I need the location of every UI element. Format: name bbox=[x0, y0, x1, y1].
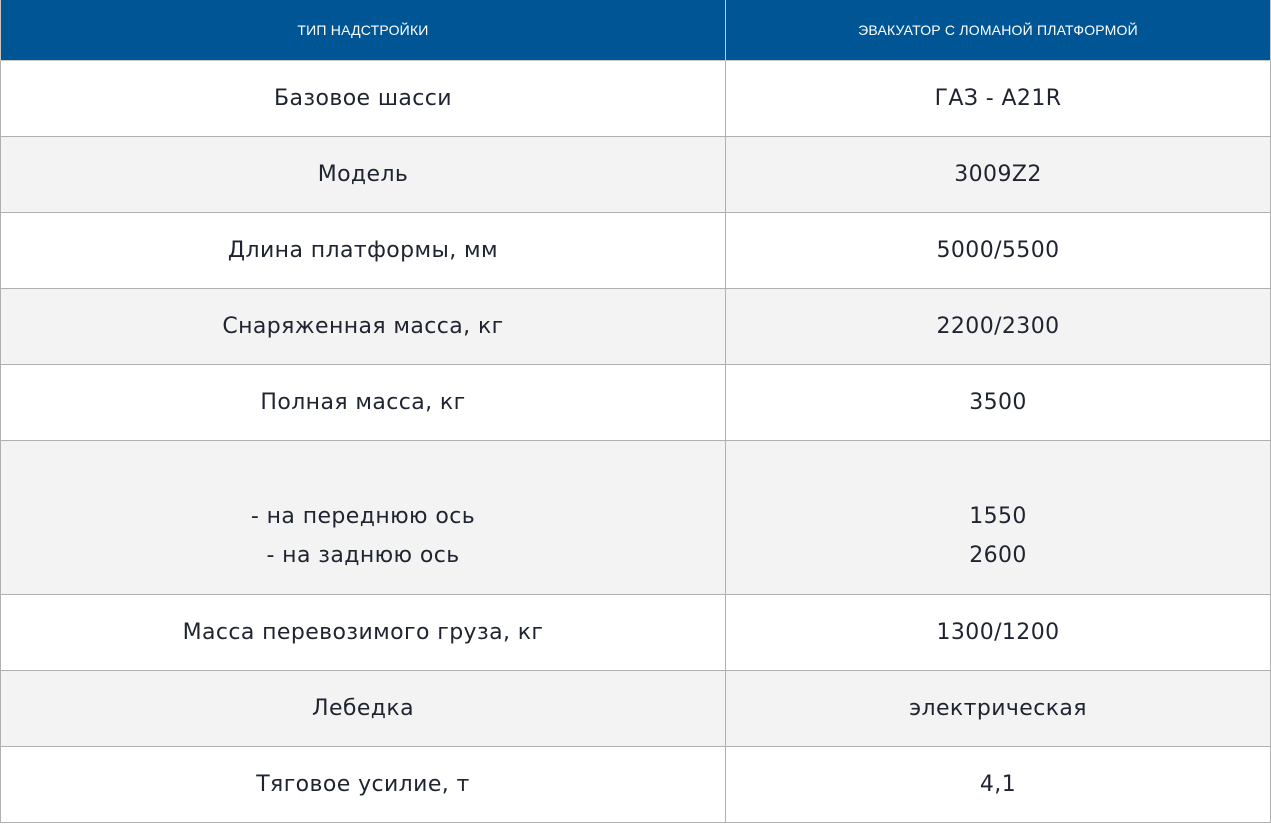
table-row bbox=[1, 212, 1271, 288]
row-label: Длина платформы, мм bbox=[1, 212, 726, 288]
table-row bbox=[1, 670, 1271, 746]
row-value: 5000/5500 bbox=[726, 212, 1271, 288]
header-superstructure-type: ТИП НАДСТРОЙКИ bbox=[1, 0, 726, 60]
row-value: ГАЗ - A21R bbox=[726, 60, 1271, 136]
table-body bbox=[1, 60, 1271, 822]
table-row bbox=[1, 288, 1271, 364]
axle-values-cell bbox=[726, 440, 1271, 594]
row-value: 3500 bbox=[726, 364, 1271, 440]
row-value: 2200/2300 bbox=[726, 288, 1271, 364]
header-tow-truck-type: ЭВАКУАТОР С ЛОМАНОЙ ПЛАТФОРМОЙ bbox=[726, 0, 1271, 60]
row-label: Полная масса, кг bbox=[1, 364, 726, 440]
row-label: Модель bbox=[1, 136, 726, 212]
row-value: 4,1 bbox=[726, 746, 1271, 822]
rear-axle-value: 2600 bbox=[969, 543, 1027, 568]
table-row bbox=[1, 364, 1271, 440]
row-label: Базовое шасси bbox=[1, 60, 726, 136]
row-value: 3009Z2 bbox=[726, 136, 1271, 212]
table-header bbox=[1, 0, 1271, 60]
row-value: 1300/1200 bbox=[726, 594, 1271, 670]
front-axle-label: - на переднюю ось bbox=[250, 504, 476, 529]
axle-labels-cell bbox=[1, 440, 726, 594]
table-row bbox=[1, 136, 1271, 212]
row-label: Тяговое усилие, т bbox=[1, 746, 726, 822]
row-label: Лебедка bbox=[1, 670, 726, 746]
front-axle-value: 1550 bbox=[969, 504, 1027, 529]
row-label: Масса перевозимого груза, кг bbox=[1, 594, 726, 670]
rear-axle-label: - на заднюю ось bbox=[266, 543, 460, 568]
table-row bbox=[1, 594, 1271, 670]
table-row bbox=[1, 746, 1271, 822]
row-label: Снаряженная масса, кг bbox=[1, 288, 726, 364]
table-row bbox=[1, 60, 1271, 136]
header-row bbox=[1, 0, 1271, 60]
table-row-axle-load bbox=[1, 440, 1271, 594]
row-value: электрическая bbox=[726, 670, 1271, 746]
